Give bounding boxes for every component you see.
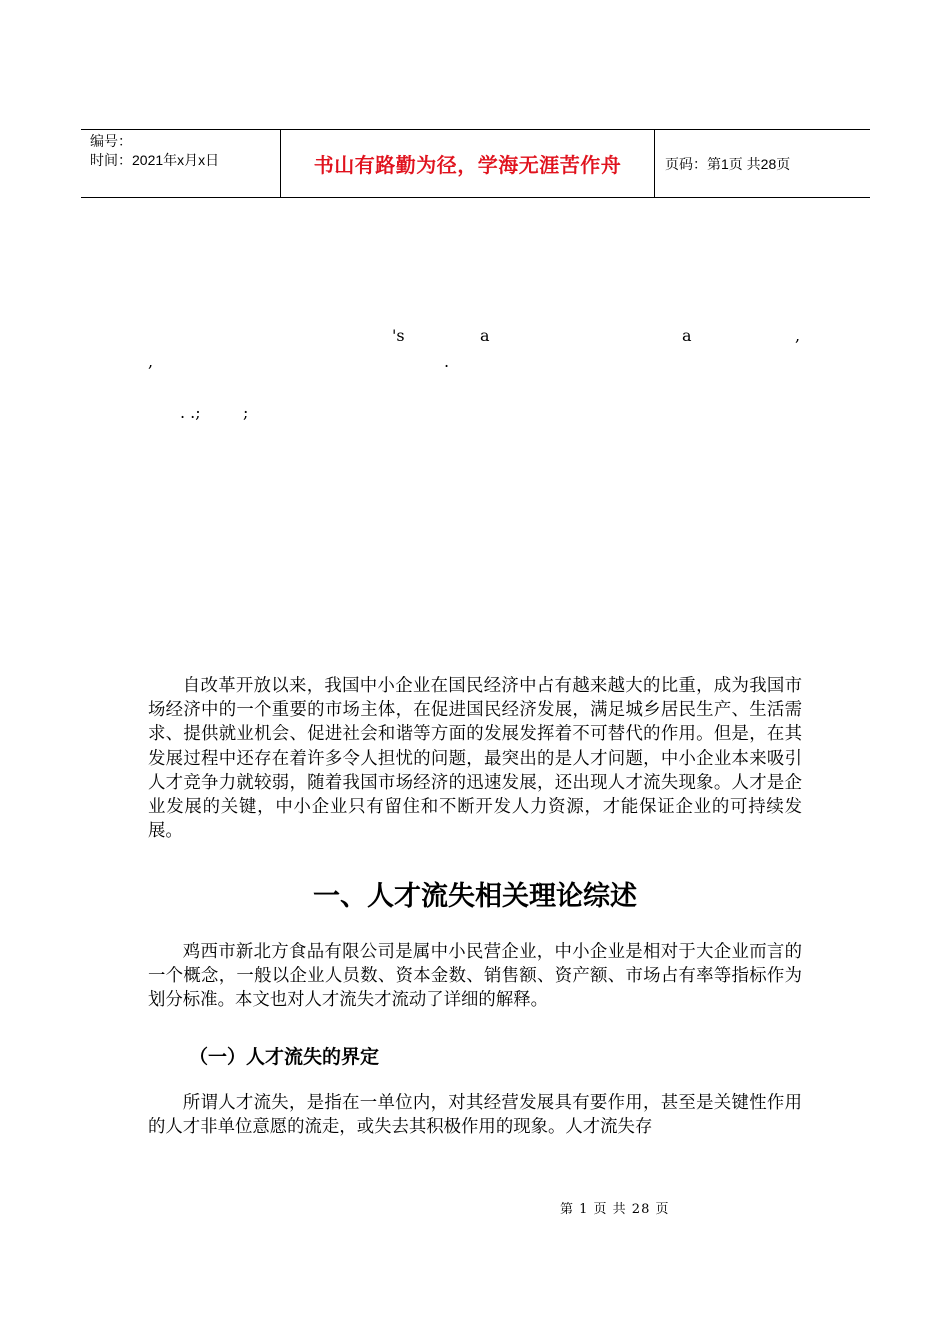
document-number-label: 编号： bbox=[90, 133, 132, 149]
document-time-label: 时间：2021年x月x日 bbox=[90, 152, 220, 168]
header-left-cell bbox=[81, 130, 281, 197]
header-right-cell bbox=[655, 130, 870, 197]
fragment-text: . bbox=[444, 352, 450, 371]
fragment-text: . .; bbox=[180, 403, 201, 422]
header-table bbox=[81, 129, 870, 198]
fragment-text: a bbox=[682, 326, 692, 345]
intro-paragraph: 自改革开放以来，我国中小企业在国民经济中占有越来越大的比重，成为我国市场经济中的一个重要的市场主体，在促进国民经济发展，满足城乡居民生产、生活需求、提供就业机会、促进社会和谐等方面的发展发挥着不可替代的作用。但是，在其发展过程中还存在着许多令人担忧的问题，最突出的是人才问题，中小企业本来吸引人才竞争力就较弱，随着我国市场经济的迅速发展，还出现人才流失现象。人才是企业发展的关键，中小企业只有留住和不断开发人力资源，才能保证企业的可持续发展。 bbox=[148, 676, 802, 842]
section-paragraph: 鸡西市新北方食品有限公司是属中小民营企业，中小企业是相对于大企业而言的一个概念，一般以企业人员数、资本金数、销售额、资产额、市场占有率等指标作为划分标准。本文也对人才流失才流动了详细的解释。 bbox=[148, 942, 802, 1011]
fragment-text: a bbox=[480, 326, 490, 345]
fragment-text: , bbox=[795, 326, 801, 345]
header-motto: 书山有路勤为径，学海无涯苦作舟 bbox=[313, 155, 622, 177]
fragment-text: , bbox=[148, 352, 154, 371]
header-middle-cell bbox=[281, 130, 655, 197]
subsection-paragraph: 所谓人才流失，是指在一单位内，对其经营发展具有要作用，甚至是关键性作用的人才非单位意愿的流走，或失去其积极作用的现象。人才流失存 bbox=[148, 1093, 802, 1138]
subsection-heading: （一）人才流失的界定 bbox=[189, 1047, 380, 1068]
header-page-info: 页码：第1页 共28页 bbox=[665, 155, 791, 172]
page-footer: 第 1 页 共 28 页 bbox=[560, 1202, 670, 1217]
fragment-text: 's bbox=[392, 326, 405, 345]
fragment-text: ; bbox=[243, 403, 249, 422]
section-heading: 一、人才流失相关理论综述 bbox=[313, 881, 637, 911]
